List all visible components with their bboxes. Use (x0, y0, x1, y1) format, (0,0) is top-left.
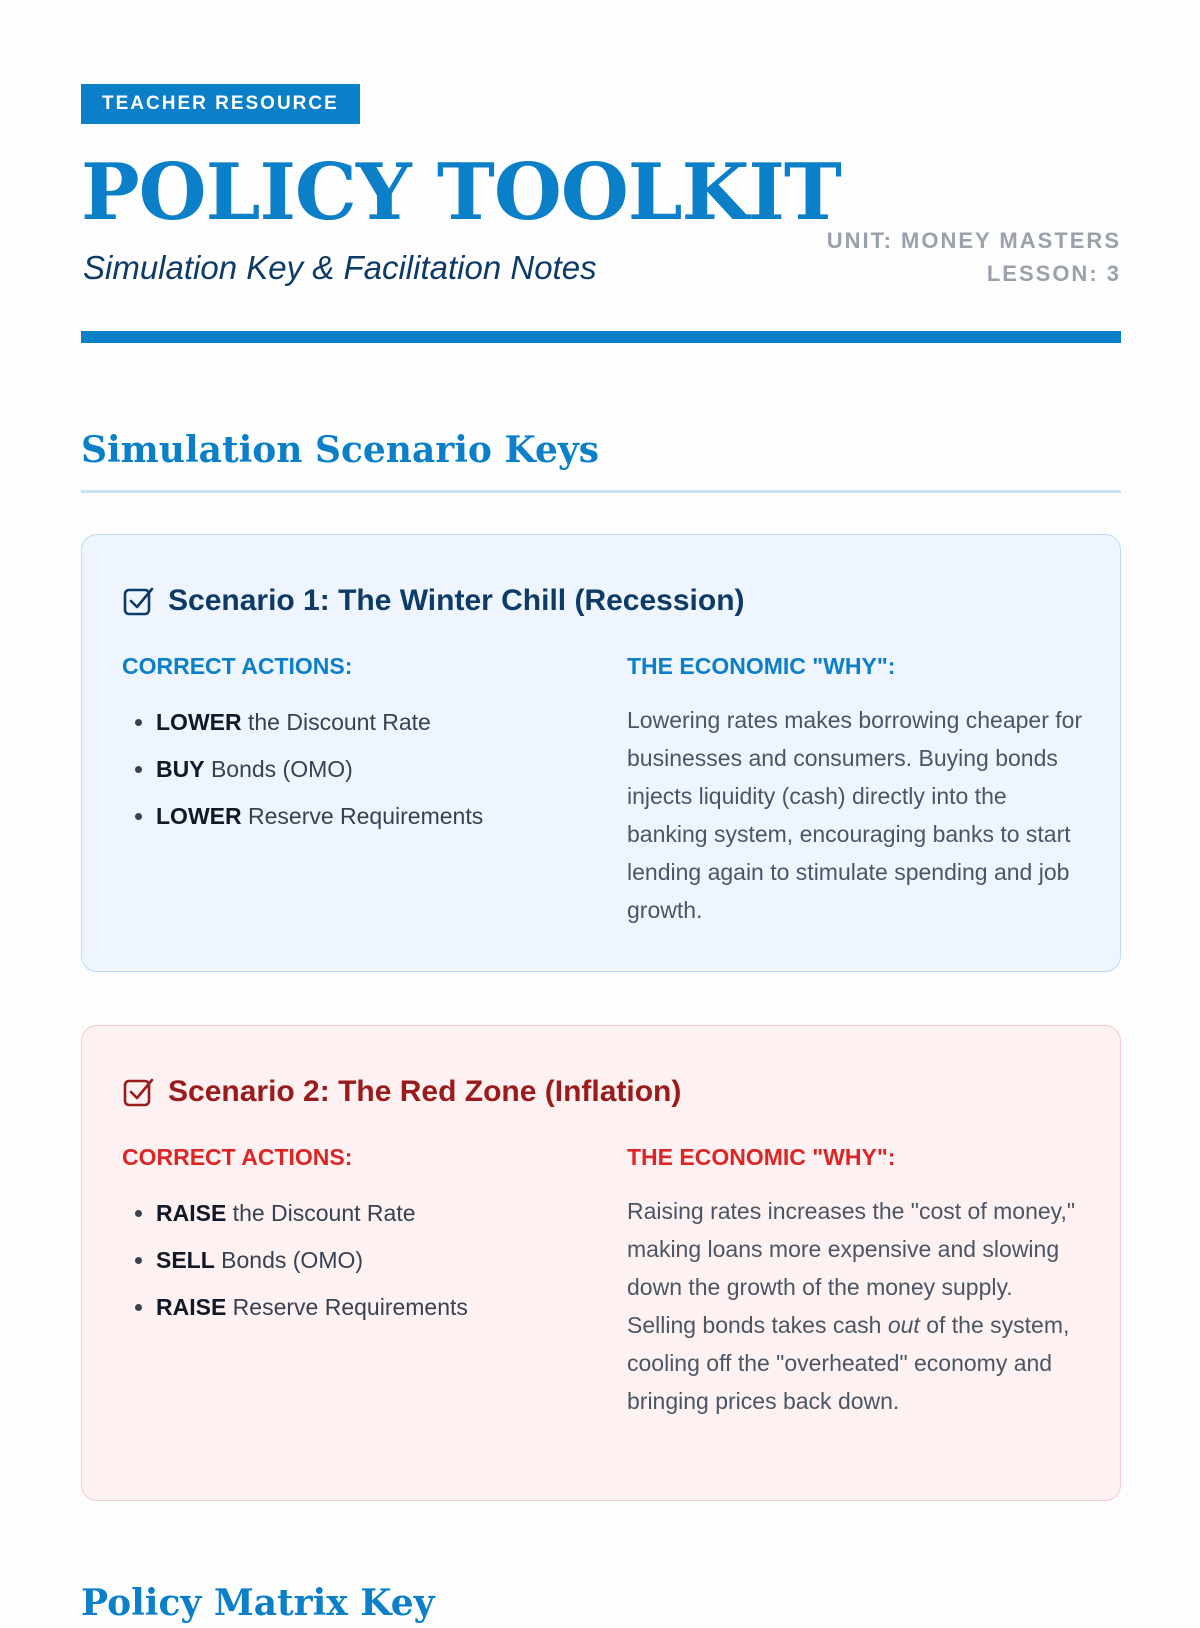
action-text: Bonds (OMO) (214, 1247, 364, 1273)
scenario-title: Scenario 2: The Red Zone (Inflation) (168, 1075, 682, 1108)
list-item (156, 1284, 468, 1331)
why-text-part: of the system, cooling off the "overheated" economy and bringing prices back down. (627, 1312, 1070, 1414)
action-text: Reserve Requirements (226, 1294, 468, 1320)
section-divider (81, 490, 1121, 493)
unit-lesson-info (827, 224, 1121, 290)
economic-why-label: THE ECONOMIC "WHY": (627, 653, 896, 679)
action-verb: LOWER (156, 803, 242, 829)
economic-why-label: THE ECONOMIC "WHY": (627, 1144, 896, 1170)
page-subtitle: Simulation Key & Facilitation Notes (83, 249, 597, 286)
action-verb: LOWER (156, 709, 242, 735)
correct-actions-list (122, 1190, 468, 1331)
checkbox-checked-icon (122, 1076, 154, 1108)
economic-why-text: Lowering rates makes borrowing cheaper for businesses and consumers. Buying bonds injects liquidity (cash) directly into the banking system, encouraging banks to start lending again to stimulate spending and job growth. (627, 707, 1083, 923)
action-verb: RAISE (156, 1294, 227, 1320)
scenario-header (122, 1072, 681, 1112)
economic-why-text (627, 1192, 1087, 1420)
header-divider (81, 331, 1121, 343)
action-verb: SELL (156, 1247, 215, 1273)
scenario-card-recession (81, 534, 1121, 972)
correct-actions-list (122, 699, 483, 840)
action-text: Bonds (OMO) (204, 756, 353, 782)
next-section-title: Policy Matrix Key (81, 1582, 435, 1624)
list-item (156, 746, 483, 793)
section-title: Simulation Scenario Keys (81, 429, 600, 471)
action-text: the Discount Rate (226, 1200, 416, 1226)
unit-label: UNIT: MONEY MASTERS (826, 228, 1121, 253)
list-item (156, 1237, 468, 1284)
action-text: Reserve Requirements (241, 803, 484, 829)
correct-actions-label: CORRECT ACTIONS: (122, 653, 353, 679)
list-item (156, 793, 483, 840)
scenario-title: Scenario 1: The Winter Chill (Recession) (168, 584, 745, 617)
page-title: POLICY TOOLKIT (81, 147, 841, 238)
checkbox-checked-icon (122, 585, 154, 617)
lesson-label: LESSON: 3 (986, 261, 1121, 286)
correct-actions-label: CORRECT ACTIONS: (122, 1144, 353, 1170)
scenario-card-inflation (81, 1025, 1121, 1501)
teacher-resource-badge: TEACHER RESOURCE (81, 84, 360, 124)
action-verb: RAISE (156, 1200, 227, 1226)
list-item (156, 699, 483, 746)
scenario-header (122, 581, 745, 621)
list-item (156, 1190, 468, 1237)
action-verb: BUY (156, 756, 205, 782)
why-text-part: Raising rates increases the "cost of money," making loans more expensive and slowing down the growth of the money supply. Selling bonds takes cash (627, 1198, 1075, 1338)
action-text: the Discount Rate (241, 709, 431, 735)
why-emphasis: out (887, 1312, 920, 1338)
